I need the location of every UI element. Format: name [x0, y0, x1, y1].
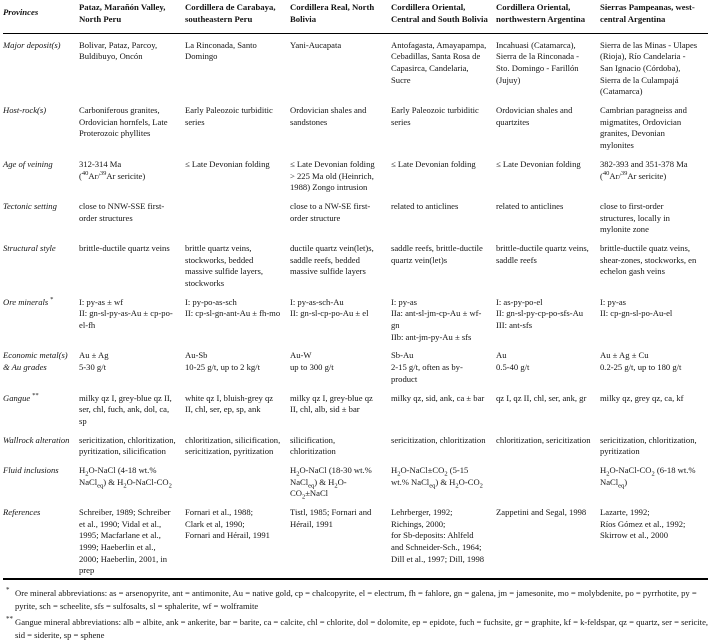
table-cell: [496, 459, 600, 501]
row-label: Economic metal(s) & Au grades: [3, 350, 68, 373]
table-cell: Cambrian paragneiss and migmatites, Ordovician granites, Devonian mylonites: [600, 105, 687, 151]
table-cell: ductile quartz vein(let)s, saddle reefs, bedded massive sulfide layers: [290, 242, 374, 277]
table-cell: sericitization, chloritization, pyritization: [600, 434, 697, 457]
table-cell: ≤ Late Devonian folding: [391, 158, 476, 169]
table-cell: Ordovician shales and quartzites: [496, 105, 573, 127]
table-row: [3, 237, 708, 291]
table-cell: $H_2O-NaCl\pm CO_2$ (5-15 wt.% NaCl$_{eq}$) & $H_2O-CO_2$: [391, 464, 483, 490]
table-cell: Antofagasta, Amayapampa, Cebadillas, Santa Rosa de Capasirca, Candelaria, Sucre: [391, 39, 487, 85]
table-cell: close to first-order structures, locally in mylonite zone: [600, 200, 670, 235]
table-cell: chloritization, silicification, sericitization, pyritization: [185, 434, 281, 457]
table-cell: milky qz, grey qz, ca, kf: [600, 392, 684, 403]
row-label: Host-rock(s): [3, 105, 47, 116]
row-label: Age of veining: [3, 158, 53, 169]
table-cell: I: py-as-sch-Au II: gn-sl-cp-po-Au ± el: [290, 296, 369, 319]
table-cell: brittle-ductile quartz veins: [79, 242, 170, 253]
footnote-text: Gangue mineral abbreviations: alb = albite, ank = ankerite, bar = barite, ca = calcite, chl = chlorite, dol = dolomite, ep = epidote, fuch = fuchsite, gr = graphite, kf = k-feldspar, qz = quartz, ser = sericite, sid = siderite, sp = sphene: [15, 617, 709, 640]
table-cell: Bolivar, Pataz, Parcoy, Buldibuyo, Oncón: [79, 39, 158, 62]
table-cell: [185, 195, 290, 237]
table-cell: I: py-as IIa: ant-sl-jm-cp-Au ± wf-gn IIb: ant-jm-py-Au ± sfs: [391, 296, 482, 342]
footnote-ore-minerals: [6, 587, 709, 612]
table-cell: milky qz I, grey-blue qz II, chl, alb, sid ± bar: [290, 392, 373, 415]
table-cell: ≤ Late Devonian folding: [185, 158, 270, 169]
provinces-comparison-table: [3, 1, 708, 580]
province-column-header: Cordillera de Carabaya, southeastern Peru: [185, 2, 276, 24]
table-cell: Incahuasi (Catamarca), Sierra de la Rinconada - Sto. Domingo - Farillón (Jujuy): [496, 39, 580, 85]
table-row: [3, 459, 708, 501]
table-cell: Early Paleozoic turbiditic series: [391, 105, 479, 127]
table-cell: Early Paleozoic turbiditic series: [185, 105, 273, 127]
table-cell: qz I, qz II, chl, ser, ank, gr: [496, 392, 587, 403]
province-column-header: Sierras Pampeanas, west-central Argentina: [600, 2, 695, 24]
table-row: [3, 291, 708, 345]
row-label: Tectonic setting: [3, 200, 57, 211]
table-cell: ≤ Late Devonian folding: [496, 158, 581, 169]
table-cell: silicification, chloritization: [290, 434, 336, 457]
table-cell: Carboniferous granites, Ordovician hornfels, Late Proterozoic phyllites: [79, 105, 168, 139]
province-column-header: Cordillera Oriental, Central and South Bolivia: [391, 2, 488, 24]
row-label: Structural style: [3, 242, 56, 253]
table-cell: Fornari et al., 1988; Clark et al, 1990; Fornari and Hérail, 1991: [185, 507, 270, 541]
table-cell: related to anticlines: [496, 200, 564, 211]
table-row: [3, 501, 708, 579]
table-cell: Yani-Aucapata: [290, 39, 342, 50]
table-row: [3, 387, 708, 429]
table-cell: $H_2O$-NaCl (4-18 wt.% NaCl$_{eq}$) & $H_2O-NaCl-CO_2$: [79, 464, 172, 490]
table-body: [3, 33, 708, 579]
table-row: [3, 33, 708, 99]
table-cell: Au ± Ag ± Cu 0.2-25 g/t, up to 180 g/t: [600, 350, 682, 373]
province-column-header: Pataz, Marañón Valley, North Peru: [79, 2, 166, 24]
table-cell: ≤ Late Devonian folding > 225 Ma old (Heinrich, 1988) Zongo intrusion: [290, 158, 375, 193]
table-cell: Au-W up to 300 g/t: [290, 350, 334, 373]
table-cell: I: py-as II: cp-gn-sl-po-Au-el: [600, 296, 673, 319]
footnotes-section: [3, 587, 708, 641]
table-cell: brittle-ductile quartz veins, saddle reefs: [496, 242, 589, 265]
table-row: [3, 153, 708, 195]
row-label: Wallrock alteration: [3, 434, 70, 445]
row-label: Ore minerals *: [3, 295, 54, 307]
table-cell: saddle reefs, brittle-ductile quartz vein(let)s: [391, 242, 483, 265]
table-cell: milky qz I, grey-blue qz II, ser, chl, fuch, ank, dol, ca, sp: [79, 392, 172, 426]
table-cell: Au ± Ag 5-30 g/t: [79, 350, 109, 373]
table-cell: La Rinconada, Santo Domingo: [185, 39, 257, 62]
footnote-marker: *: [6, 586, 10, 595]
table-cell: Zappetini and Segal, 1998: [496, 507, 587, 518]
table-cell: close to NNW-SSE first-order structures: [79, 200, 165, 223]
table-cell: Tistl, 1985; Fornari and Hérail, 1991: [290, 507, 372, 529]
table-cell: Au-Sb 10-25 g/t, up to 2 kg/t: [185, 350, 260, 373]
row-label: References: [3, 507, 41, 518]
table-cell: close to a NW-SE first-order structure: [290, 200, 371, 223]
table-cell: white qz I, bluish-grey qz II, chl, ser, ep, sp, ank: [185, 392, 274, 415]
table-row: [3, 344, 708, 386]
table-cell: $H_2O$-NaCl (18-30 wt.% NaCl$_{eq}$) & $H_2O-CO_2\pm NaCl$: [290, 464, 372, 502]
footnote-marker: **: [6, 615, 13, 624]
table-cell: Sierra de las Minas - Ulapes (Rioja), Río Candelaria - San Ignacio (Córdoba), Sierra de la Culampajá (Catamarca): [600, 39, 698, 97]
table-cell: [185, 459, 290, 501]
footnote-text: Ore mineral abbreviations: as = arsenopyrite, ant = antimonite, Au = native gold, cp = chalcopyrite, el = electrum, fh = fahlore, gn = galena, jm = jamesonite, mo = molybdenite, po = pyrrhotite, py = pyrite, sch = scheelite, sfs = sulfosalts, sl = sphalerite, wf = wolframite: [15, 588, 697, 611]
row-label: Major deposit(s): [3, 39, 61, 50]
provinces-header: Provinces: [3, 7, 39, 17]
table-cell: Schreiber, 1989; Schreiber et al., 1990; Vidal et al., 1995; Macfarlane et al., 1999; Haeberlin et al., 2000; Haeberlin, 2001, in prep: [79, 507, 171, 576]
row-label: Gangue **: [3, 391, 39, 403]
header-row: [3, 1, 708, 33]
table-row: [3, 99, 708, 153]
table-cell: I: as-py-po-el II: gn-sl-py-cp-po-sfs-Au III: ant-sfs: [496, 296, 584, 331]
table-cell: 312-314 Ma ($^{40}$Ar/$^{39}$Ar sericite): [79, 158, 146, 181]
table-cell: sericitization, chloritization, pyritization, silicification: [79, 434, 176, 457]
table-cell: milky qz, sid, ank, ca ± bar: [391, 392, 485, 403]
table-cell: Sb-Au 2-15 g/t, often as by-product: [391, 350, 463, 384]
footnote-gangue-minerals: [6, 616, 709, 641]
table-cell: Lehrberger, 1992; Richings, 2000; for Sb-deposits: Ahlfeld and Schneider-Sch., 1964; Dill et al., 1997; Dill, 1998: [391, 507, 485, 564]
province-column-header: Cordillera Real, North Bolivia: [290, 2, 375, 24]
table-row: [3, 195, 708, 237]
table-cell: 382-393 and 351-378 Ma ($^{40}$Ar/$^{39}$Ar sericite): [600, 158, 688, 181]
table-cell: brittle quartz veins, stockworks, bedded massive sulfide layers, stockworks: [185, 242, 264, 289]
table-cell: I: py-po-as-sch II: cp-sl-gn-ant-Au ± fh-mo: [185, 296, 281, 319]
footnote-reference-marker: *: [48, 295, 54, 303]
table-cell: I: py-as ± wf II: gn-sl-py-as-Au ± cp-po-el-fh: [79, 296, 173, 331]
footnote-reference-marker: **: [30, 391, 39, 399]
table-header: [3, 1, 708, 33]
table-cell: sericitization, chloritization: [391, 434, 486, 445]
table-cell: Au 0.5-40 g/t: [496, 350, 530, 373]
table-cell: related to anticlines: [391, 200, 459, 211]
table-cell: Ordovician shales and sandstones: [290, 105, 367, 127]
table-row: [3, 429, 708, 459]
table-cell: chloritization, sericitization: [496, 434, 591, 445]
table-cell: Lazarte, 1992; Ríos Gómez et al., 1992; Skirrow et al., 2000: [600, 507, 686, 541]
row-label: Fluid inclusions: [3, 464, 59, 475]
province-column-header: Cordillera Oriental, northwestern Argentina: [496, 2, 586, 24]
table-cell: $H_2O-NaCl-CO_2$ (6-18 wt.% NaCl$_{eq}$): [600, 464, 696, 490]
table-cell: brittle-ductile quatz veins, shear-zones, stockworks, en echelon gash veins: [600, 242, 697, 277]
